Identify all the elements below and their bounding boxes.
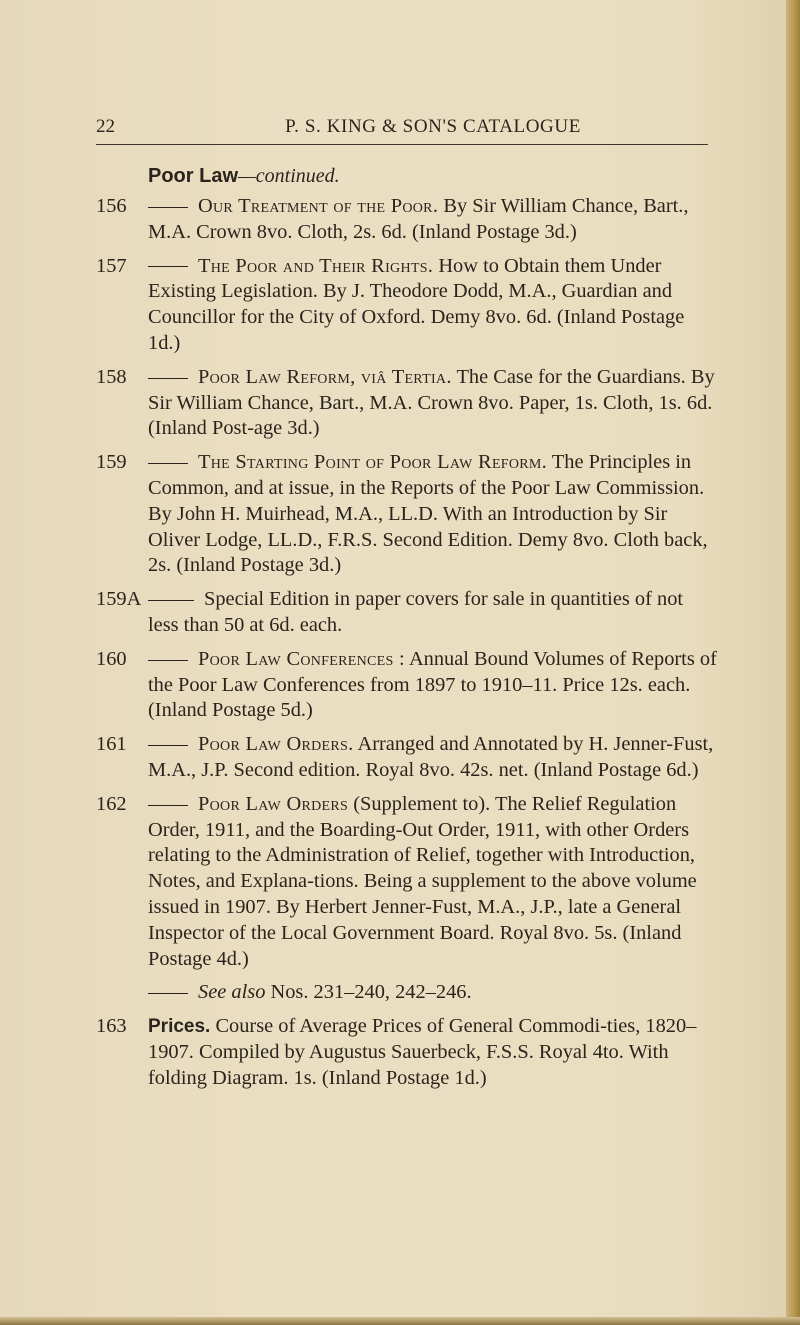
entry-161 (96, 732, 718, 784)
entry-160 (96, 647, 718, 724)
ditto-dash (148, 993, 188, 994)
ditto-dash (148, 660, 188, 661)
entry-text: Arranged and Annotated by H. Jenner-Fust, M.A., J.P. Second edition. Royal 8vo. 42s. net. (Inland Postage 6d.) (148, 733, 714, 781)
header-rule (96, 144, 708, 145)
page-header (96, 116, 708, 140)
page-bottom-edge (0, 1317, 800, 1325)
entry-title: The Poor and Their Rights. (198, 254, 434, 277)
entry-163 (96, 1014, 718, 1091)
section-title-sub: —continued. (238, 165, 340, 187)
entry-156 (96, 194, 718, 246)
entry-text: Special Edition in paper covers for sale in quantities of not less than 50 at 6d. each. (148, 588, 684, 636)
ditto-dash (148, 207, 188, 208)
entry-158 (96, 365, 718, 442)
entry-157 (96, 254, 718, 357)
entry-text: The Case for the Guardians. By Sir William Chance, Bart., M.A. Crown 8vo. Paper, 1s. Cloth, 1s. 6d. (Inland Post-age 3d.) (148, 365, 715, 440)
ditto-dash (148, 745, 188, 746)
entry-number: 158 (96, 365, 127, 388)
entry-number: 160 (96, 647, 127, 670)
entry-title: The Starting Point of Poor Law Reform. (198, 451, 548, 474)
entry-text: (Supplement to). The Relief Regulation Order, 1911, and the Boarding-Out Order, 1911, with other Orders relating to the Administration of Relief, together with Introduction, Notes, and Explana-tions. Being a supplement to the above volume issued in 1907. By Herbert Jenner-Fust, M.A., J.P., late a General Inspector of the Local Government Board. Royal 8vo. 5s. (Inland Postage 4d.) (148, 792, 697, 970)
ditto-dash (148, 805, 188, 806)
entry-title: Poor Law Reform, viâ Tertia. (198, 365, 452, 388)
entry-number: 156 (96, 195, 127, 217)
entry-text: By Sir William Chance, Bart., M.A. Crown 8vo. Cloth, 2s. 6d. (Inland Postage 3d.) (148, 195, 689, 243)
section-title-main: Poor Law (148, 165, 239, 187)
entry-number: 159A (96, 588, 142, 611)
entry-number: 162 (96, 792, 127, 815)
ditto-dash (148, 378, 188, 379)
see-also-line (96, 980, 718, 1006)
entry-number: 157 (96, 254, 127, 277)
ditto-dash (148, 463, 188, 464)
ditto-dash (148, 266, 188, 267)
running-head: P. S. KING & SON'S CATALOGUE (285, 116, 581, 137)
entry-number: 161 (96, 733, 127, 756)
entry-list (96, 194, 718, 1100)
entry-title: Our Treatment of the Poor. (198, 195, 439, 217)
entry-title: Poor Law Orders (198, 792, 349, 815)
entry-title: Poor Law Orders. (198, 733, 354, 756)
entry-number: 163 (96, 1015, 127, 1038)
page-number: 22 (96, 116, 115, 137)
entry-text: Course of Average Prices of General Commodi-ties, 1820–1907. Compiled by Augustus Sauerbeck, F.S.S. Royal 4to. With folding Diagram. 1s. (Inland Postage 1d.) (148, 1015, 697, 1089)
entry-159 (96, 450, 718, 579)
entry-number: 159 (96, 451, 127, 474)
page-edge (786, 0, 800, 1325)
entry-159a (96, 587, 718, 639)
entry-text: Annual Bound Volumes of Reports of the Poor Law Conferences from 1897 to 1910–11. Price 12s. each. (Inland Postage 5d.) (148, 647, 717, 722)
entry-title: Poor Law Conferences : (198, 647, 405, 670)
entry-title: Prices. (148, 1016, 211, 1038)
section-title (148, 162, 340, 188)
entry-text: The Principles in Common, and at issue, in the Reports of the Poor Law Commission. By John H. Muirhead, M.A., LL.D. With an Introduction by Sir Oliver Lodge, LL.D., F.R.S. Second Edition. Demy 8vo. Cloth back, 2s. (Inland Postage 3d.) (148, 451, 708, 577)
ditto-dash (148, 600, 194, 601)
entry-text: How to Obtain them Under Existing Legislation. By J. Theodore Dodd, M.A., Guardian and Councillor for the City of Oxford. Demy 8vo. 6d. (Inland Postage 1d.) (148, 254, 685, 354)
see-also-text: Nos. 231–240, 242–246. (270, 981, 472, 1004)
see-also-label: See also (198, 981, 266, 1004)
entry-162 (96, 792, 718, 973)
